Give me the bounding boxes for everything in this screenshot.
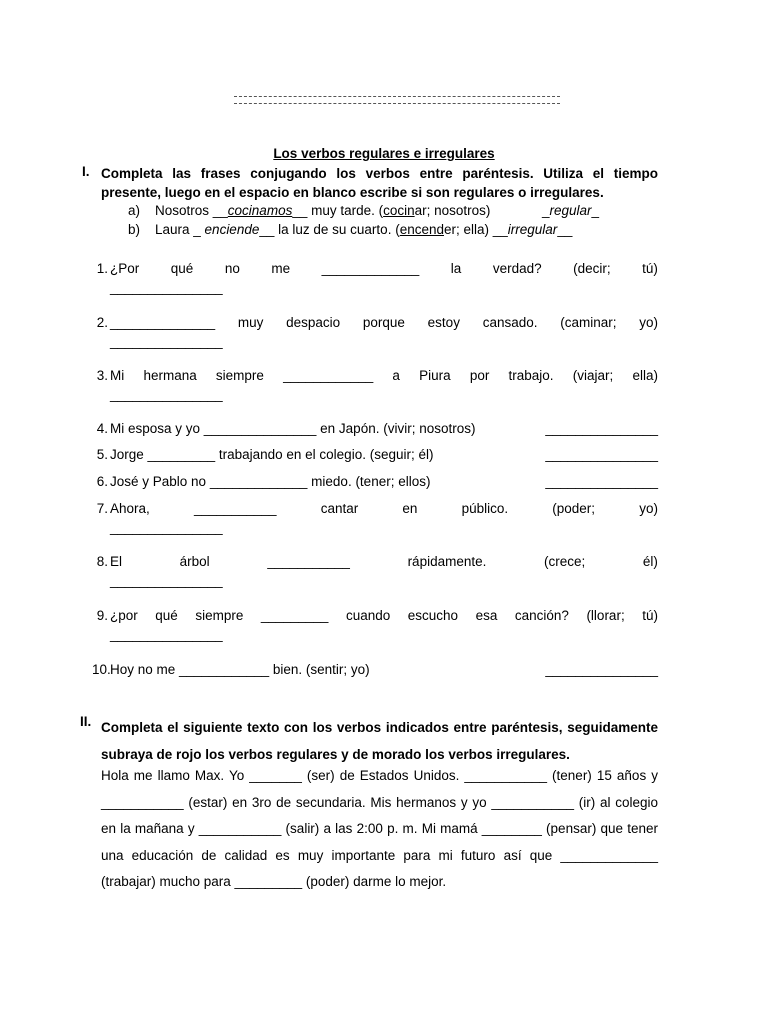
section-2-number: II. — [80, 714, 92, 729]
question-word: canción? — [514, 608, 569, 623]
question-number: 6. — [96, 474, 108, 489]
question-word: rápidamente. — [407, 554, 487, 569]
question-number: 9. — [96, 608, 108, 623]
question-text — [110, 608, 658, 623]
question-word: ¿Por — [110, 261, 140, 276]
question-text: Jorge _________ trabajando en el colegio. (seguir; él) — [110, 447, 434, 462]
question-word: él) — [642, 554, 658, 569]
question-word: Mi — [110, 368, 125, 383]
question-word: trabajo. — [508, 368, 554, 383]
section-2-instructions: Completa el siguiente texto con los verbos indicados entre paréntesis, seguidamente subraya de rojo los verbos regulares y de morado los verbos irregulares. — [101, 720, 658, 762]
question-word: cansado. — [482, 315, 538, 330]
fill-in-paragraph: Hola me llamo Max. Yo _______ (ser) de Estados Unidos. ___________ (tener) 15 años y ___________ (estar) en 3ro de secundaria. Mis hermanos y yo ___________ (ir) al colegio en la mañana y ___________ (salir) a las 2:00 p. m. Mi mamá ________ (pensar) que tener una educación de calidad es muy importante para mi futuro así que _____________ (trabajar) mucho para _________ (poder) darme lo mejor. — [101, 768, 658, 889]
answer-blank: _______________ — [110, 387, 223, 402]
question-number: 7. — [96, 501, 108, 516]
question-word: yo) — [639, 501, 658, 516]
example-label: b) — [128, 222, 141, 237]
question-text — [110, 315, 658, 330]
blank-line: ____________ — [283, 368, 374, 383]
question-word: en — [402, 501, 418, 516]
blank-line: ___________ — [193, 501, 277, 516]
question-word: público. — [461, 501, 509, 516]
answer-blank: _______________ — [110, 280, 223, 295]
question-word: Piura — [419, 368, 451, 383]
question-word: ¿por — [110, 608, 138, 623]
question-word: estoy — [427, 315, 460, 330]
question-text — [110, 261, 658, 276]
section-1-number: I. — [82, 164, 90, 179]
question-text: Mi esposa y yo _______________ en Japón. (vivir; nosotros) — [110, 421, 476, 436]
question-word: siempre — [215, 368, 264, 383]
question-word: por — [469, 368, 490, 383]
question-number: 2. — [96, 315, 108, 330]
example-label: a) — [128, 203, 141, 218]
question-word: (llorar; — [586, 608, 625, 623]
answer-blank: _______________ — [545, 447, 658, 462]
question-word: El — [110, 554, 123, 569]
question-number: 5. — [96, 447, 108, 462]
question-word: ella) — [632, 368, 658, 383]
question-text — [110, 554, 658, 569]
question-word: hermana — [143, 368, 197, 383]
question-text — [110, 501, 658, 516]
blank-line: ___________ — [267, 554, 350, 569]
question-text: José y Pablo no _____________ miedo. (tener; ellos) — [110, 474, 431, 489]
question-number: 3. — [96, 368, 108, 383]
question-word: cuando — [345, 608, 391, 623]
question-number: 10. — [92, 662, 111, 677]
question-word: muy — [237, 315, 264, 330]
question-word: (caminar; — [560, 315, 617, 330]
question-word: siempre — [195, 608, 244, 623]
blank-line: ______________ — [110, 315, 216, 330]
question-word: no — [224, 261, 240, 276]
question-word: la — [450, 261, 462, 276]
worksheet-page: Los verbos regulares e irregulares I. Completa las frases conjugando los verbos entre paréntesis. Utiliza el tiempo presente, luego en el espacio en blanco escribe si son regulares o irregulares. a) Nosotros __cocinamos__ muy tarde. (cocinar; nosotros) _regular_ b) Laura _ enciende__ la luz de su cuarto. (encender; ella) __irregular__ 1. ¿Por qué no me _____________ la verdad? (decir; tú) _______________ 2. ______________ muy despacio porque estoy cansado. (caminar; yo) _______________ 3. Mi hermana siempre ____________ a Piura por trabajo. (viajar; ella) _______________ 4. Mi esposa y yo _______________ en Japón. (vivir; nosotros) _______________ 5. Jorge _________ trabajando en el colegio. (seguir; él) _______________ 6. José y Pablo no _____________ miedo. (tener; ellos) _______________ 7. Ahora, ___________ cantar en público. (poder; yo) _______________ 8. El árbol ___________ rápidamente. (crece; él) _______________ 9. ¿por qué siempre _________ cuando escucho esa canción? (llorar; tú) _______________ 10. Hoy no me ____________ bien. (sentir; yo) _______________ II. Completa el siguiente texto con los verbos indicados entre paréntesis, seguidamente subraya de rojo los verbos regulares y de morado los verbos irregulares. Hola me llamo Max. Yo _______ (ser) de Estados Unidos. ___________ (tener) 15 años y ___________ (estar) en 3ro de secundaria. Mis hermanos y yo ___________ (ir) al colegio en la mañana y ___________ (salir) a las 2:00 p. m. Mi mamá ________ (pensar) que tener una educación de calidad es muy importante para mi futuro así que _____________ (trabajar) mucho para _________ (poder) darme lo mejor. — [0, 0, 768, 1024]
question-text — [110, 368, 658, 383]
question-number: 4. — [96, 421, 108, 436]
question-number: 1. — [96, 261, 108, 276]
question-text: Hoy no me ____________ bien. (sentir; yo) — [110, 662, 370, 677]
question-word: qué — [170, 261, 194, 276]
example-answer: enciende — [204, 222, 260, 237]
question-word: escucho — [407, 608, 459, 623]
example-answer: cocinamos — [227, 203, 293, 218]
section-1-instructions: Completa las frases conjugando los verbos entre paréntesis. Utiliza el tiempo presente, luego en el espacio en blanco escribe si son regulares o irregulares. — [101, 166, 658, 200]
answer-blank: _______________ — [545, 421, 658, 436]
answer-blank: _______________ — [545, 474, 658, 489]
question-word: despacio — [286, 315, 341, 330]
verb-stem: encend — [399, 222, 444, 237]
answer-blank: _______________ — [110, 334, 223, 349]
question-number: 8. — [96, 554, 108, 569]
answer-blank: _______________ — [110, 520, 223, 535]
question-word: esa — [475, 608, 498, 623]
question-word: (decir; — [573, 261, 611, 276]
question-word: porque — [362, 315, 405, 330]
worksheet-title: Los verbos regulares e irregulares — [273, 146, 495, 161]
example-type: irregular — [507, 222, 558, 237]
question-word: qué — [155, 608, 178, 623]
question-word: (viajar; — [572, 368, 614, 383]
question-word: tú) — [642, 608, 658, 623]
question-word: me — [271, 261, 291, 276]
answer-blank: _______________ — [545, 662, 658, 677]
question-word: (crece; — [544, 554, 586, 569]
question-word: verdad? — [492, 261, 542, 276]
example-type: regular — [549, 203, 592, 218]
blank-line: _____________ — [321, 261, 420, 276]
question-word: Ahora, — [110, 501, 150, 516]
answer-blank: _______________ — [110, 627, 223, 642]
answer-blank: _______________ — [110, 573, 223, 588]
question-word: a — [392, 368, 400, 383]
question-word: tú) — [642, 261, 658, 276]
verb-stem: cocin — [383, 203, 415, 218]
blank-line: _________ — [260, 608, 329, 623]
question-word: cantar — [320, 501, 359, 516]
header-dashed-line — [234, 96, 560, 109]
question-word: yo) — [639, 315, 658, 330]
question-word: árbol — [179, 554, 210, 569]
question-word: (poder; — [552, 501, 596, 516]
